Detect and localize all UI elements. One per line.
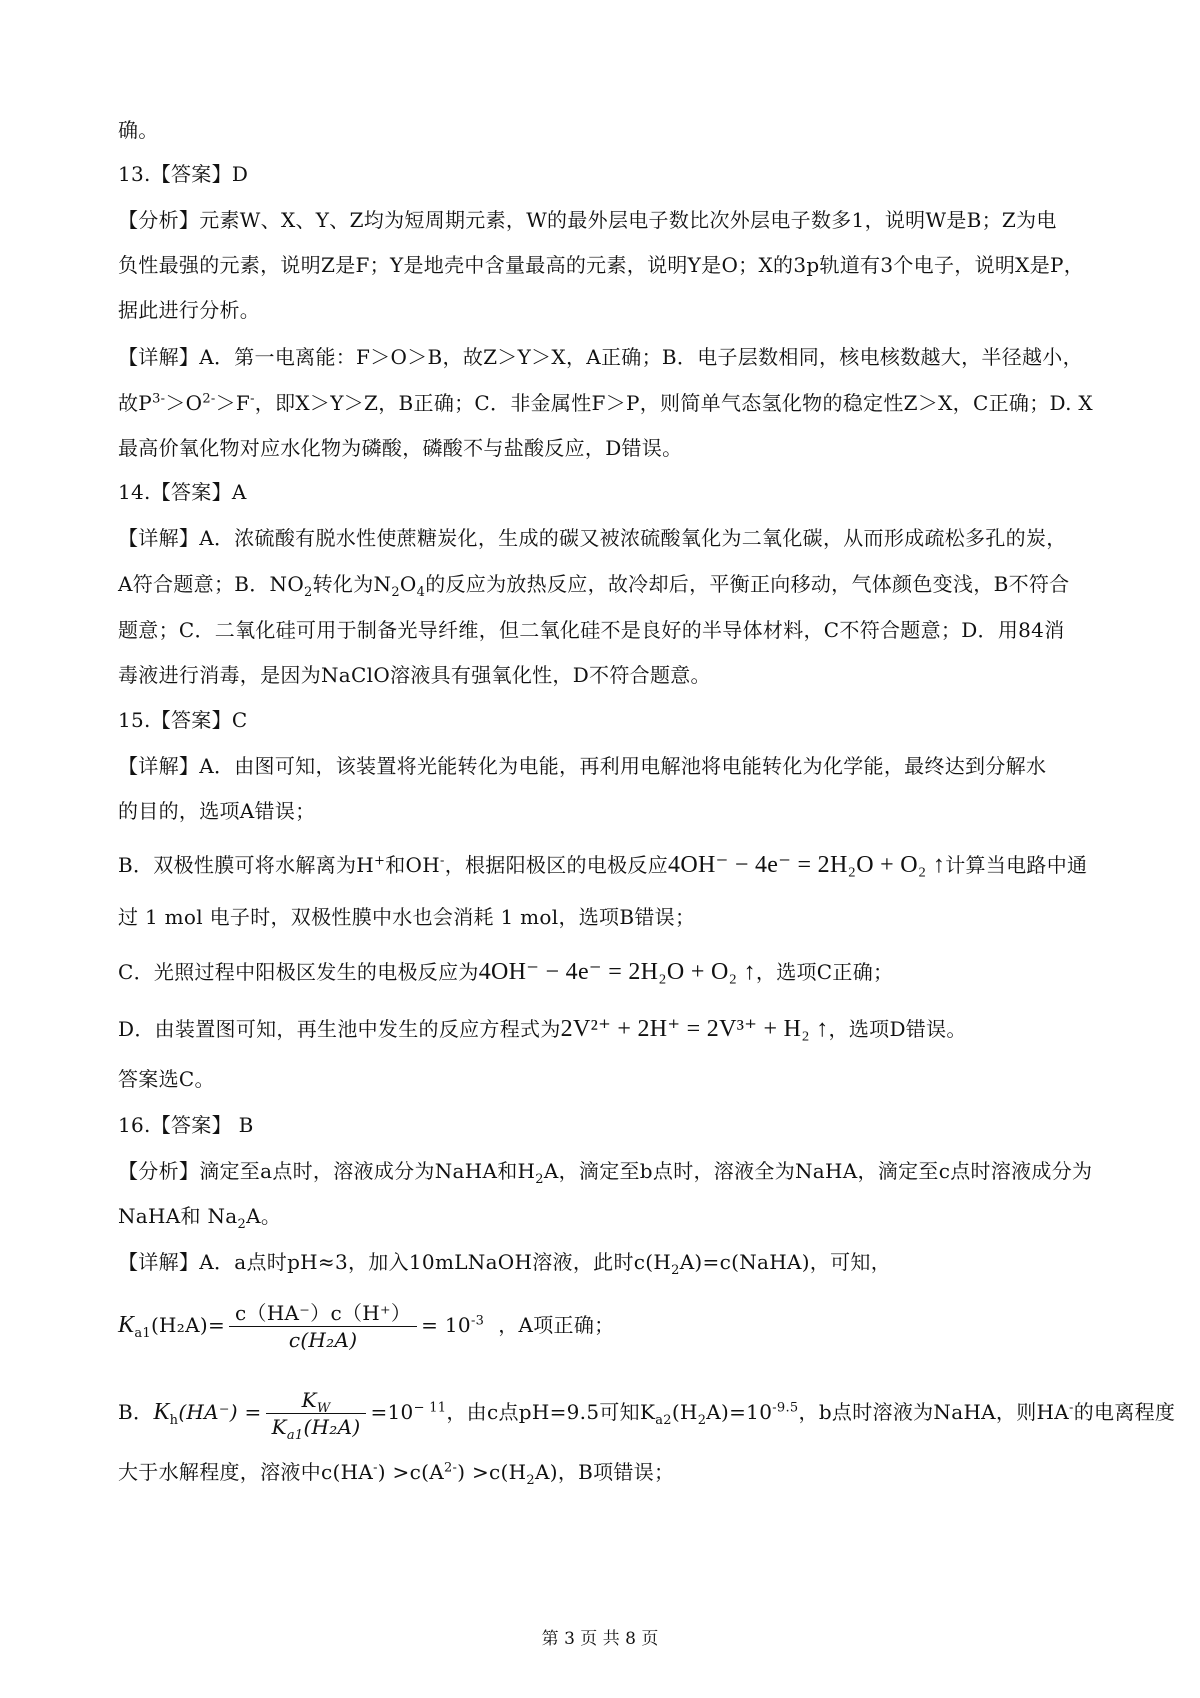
q14-answer-heading: 14.【答案】A [118,480,247,504]
q16-analysis-line: NaHA和 $Na_2A$。 [118,1204,282,1232]
electrode-equation: 4OH⁻ − 4e⁻ = 2H₂O + O₂ ↑ [668,852,946,878]
q13-detail-line: 故$P^{3-}>O^{2-}>F^-$，即X＞Y＞Z，B正确；C．非金属性F＞P，则简单气态氢化物的稳定性Z＞X，C正确；D. X [118,391,1093,415]
q13-analysis-line: 【分析】元素W、X、Y、Z均为短周期元素，W的最外层电子数比次外层电子数多1，说明W是B；Z为电 [118,208,1057,232]
q16-detail-line: 大于水解程度，溶液中$c(HA^-) >c(A^{2-}) >c(H_2A)$，B项错误； [118,1460,675,1488]
electrode-equation: 4OH⁻ − 4e⁻ = 2H₂O + O₂ ↑ [478,959,756,985]
q15-option-b: B．双极性膜可将水解离为H+和OH-，根据阳极区的电极反应4OH⁻ − 4e⁻ = 2H₂O + O₂ ↑计算当电路中通 [118,852,1088,878]
ka1-formula: $K_{a1}(H_2A)=$ $\frac{c(HA^-)c(H^+)}{\text{c(H₂A)}}$ = $10^{-3}$ ，A项正确； [118,1301,615,1352]
q15-detail-line: 的目的，选项A错误； [118,799,316,823]
q16-analysis-line: 【分析】滴定至a点时，溶液成分为NaHA和$H_2A$，滴定至b点时，溶液全为NaHA，滴定至c点时溶液成分为 [118,1159,1093,1187]
q15-answer: 答案选C。 [118,1067,215,1091]
q15-answer-heading: 15.【答案】C [118,708,248,732]
reaction-equation: 2V²⁺ + 2H⁺ = 2V³⁺ + H₂ ↑ [560,1016,829,1042]
q14-detail-line: A符合题意；B．$NO_2$转化为$N_2O_4$的反应为放热反应，故冷却后，平衡正向移动，气体颜色变浅，B不符合 [118,572,1070,600]
q15-option-b-cont: 过 1 mol 电子时，双极性膜中水也会消耗 1 mol，选项B错误； [118,905,696,929]
q13-detail-line: 最高价氧化物对应水化物为磷酸，磷酸不与盐酸反应，D错误。 [118,436,683,460]
kh-formula: B．$K_h(HA^-)$ = $\frac{K_W}{K_{a1}(H_2A)}$ $=10^{- 11}$，由c点pH=9.5可知$K_{a2}(H_2A)=10^{-9.5}$，b点时溶液为NaHA，则HA-的电离程度 [118,1388,1176,1443]
q14-detail-line: 毒液进行消毒，是因为NaClO溶液具有强氧化性，D不符合题意。 [118,663,711,687]
q16-detail-line: 【详解】A．a点时pH≈3，加入10mLNaOH溶液，此时$c(H_2A)=c(NaHA)$，可知， [118,1250,892,1278]
page-footer: 第 3 页 共 8 页 [541,1629,659,1649]
q13-analysis-line: 据此进行分析。 [118,298,261,322]
text-line: 确。 [118,118,159,142]
q13-answer-heading: 13.【答案】D [118,162,249,186]
q13-analysis-line: 负性最强的元素，说明Z是F；Y是地壳中含量最高的元素，说明Y是O；X的3p轨道有3个电子，说明X是P， [118,253,1085,277]
fraction: $\frac{c(HA^-)c(H^+)}{\text{c(H₂A)}}$ [229,1300,417,1353]
q15-option-d: D．由装置图可知，再生池中发生的反应方程式为2V²⁺ + 2H⁺ = 2V³⁺ + H₂ ↑，选项D错误。 [118,1016,967,1042]
fraction: $\frac{K_W}{K_{a1}(H_2A)}$ [266,1387,367,1440]
q16-answer-heading: 16.【答案】 B [118,1113,254,1137]
q14-detail-line: 【详解】A．浓硫酸有脱水性使蔗糖炭化，生成的碳又被浓硫酸氧化为二氧化碳，从而形成疏松多孔的炭， [118,526,1067,550]
q15-detail-line: 【详解】A．由图可知，该装置将光能转化为电能，再利用电解池将电能转化为化学能，最终达到分解水 [118,754,1047,778]
q13-detail-line: 【详解】A．第一电离能：F＞O＞B，故Z＞Y＞X，A正确；B．电子层数相同，核电核数越大，半径越小， [118,345,1083,369]
q14-detail-line: 题意；C．二氧化硅可用于制备光导纤维，但二氧化硅不是良好的半导体材料，C不符合题意；D．用84消 [118,618,1065,642]
q15-option-c: C．光照过程中阳极区发生的电极反应为4OH⁻ − 4e⁻ = 2H₂O + O₂ ↑，选项C正确； [118,959,894,985]
